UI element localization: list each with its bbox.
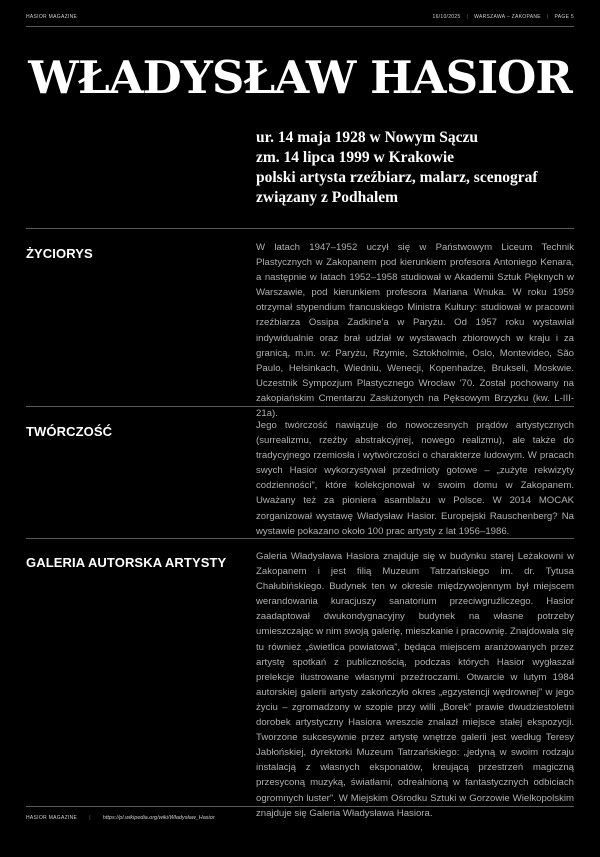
top-bar — [26, 14, 574, 20]
location: WARSZAWA – ZAKOPANE — [474, 14, 541, 20]
subtitle-block — [256, 128, 556, 208]
region-line: związany z Podhalem — [256, 189, 399, 206]
footer-magazine-name: HASIOR MAGAZINE — [26, 815, 78, 821]
footer-rule — [26, 806, 574, 807]
death-line: zm. 14 lipca 1999 w Krakowie — [256, 149, 455, 166]
header-meta — [433, 14, 574, 20]
separator: | — [89, 815, 91, 821]
footer — [26, 815, 574, 821]
section-rule — [26, 228, 574, 229]
section-heading-tworczosc: TWÓRCZOŚĆ — [26, 424, 113, 439]
header-rule — [26, 26, 574, 27]
section-heading-galeria: GALERIA AUTORSKA ARTYSTY — [26, 555, 227, 570]
section-rule — [26, 538, 574, 539]
birth-line: ur. 14 maja 1928 w Nowym Sączu — [256, 129, 479, 146]
page-title: WŁADYSŁAW HASIOR — [28, 51, 572, 104]
section-body-tworczosc: Jego twórczość nawiązuje do nowoczesnych prądów artystycznych (surrealizmu, rzeźby abstrakcyjnej, nowego realizmu), ale także do tradycyjnego rzemiosła i wytwórczości o charakterze ludowym. W pracach swych Hasior wykorzystywał przedmioty gotowe – „zużyte rekwizyty codzienności”, które kolekcjonował w swoim domu w Zakopanem. Uważany też za pioniera asamblażu w Polsce. W 2014 MOCAK zorganizował wystawę Władysław Hasior. Europejski Rauschenberg? Na wystawie pokazano około 100 prac artysty z lat 1956–1986. — [256, 420, 574, 537]
separator: | — [466, 14, 469, 20]
section-body-zyciorys: W latach 1947–1952 uczył się w Państwowym Liceum Technik Plastycznych w Zakopanem pod kierunkiem profesora Antoniego Kenara, a następnie w latach 1952–1958 studiował w Akademii Sztuk Pięknych w Warszawie, pod kierunkiem profesora Mariana Wnuka. W roku 1959 otrzymał stypendium francuskiego Ministra Kultury: studiował w pracowni rzeźbiarza Ossipa Zadkine'a w Paryżu. Od 1957 roku wystawiał indywidualnie oraz brał udział w wystawach zbiorowych w kraju i za granicą, m.in. w: Paryżu, Rzymie, Sztokholmie, Oslo, Montevideo, São Paulo, Helsinkach, Wiedniu, Wenecji, Kopenhadze, Brukseli, Moskwie. Uczestnik Sympozjum Plastycznego Wrocław '70. Został pochowany na zakopiańskim Cmentarzu Zasłużonych na Pęksowym Brzyzku (kw. L-III-21a). — [256, 242, 574, 420]
page-number: PAGE 5 — [554, 14, 574, 20]
profession-line: polski artysta rzeźbiarz, malarz, scenograf — [256, 169, 538, 186]
magazine-name: HASIOR MAGAZINE — [26, 14, 78, 20]
source-link[interactable]: https://pl.wikipedia.org/wiki/Władysław_Hasior — [102, 815, 215, 821]
section-body-galeria: Galeria Władysława Hasiora znajduje się w budynku starej Leżakowni w Zakopanem i jest filią Muzeum Tatrzańskiego im. dr. Tytusa Chałubińskiego. Budynek ten w okresie międzywojennym był miejscem werandowania kuracjuszy sanatorium przeciwgruźliczego. Hasior zaadaptował dwukondygnacyjny budynek na własne potrzeby umieszczając w nim swoją galerię, mieszkanie i pracownię. Znajdowała się tu również „świetlica powiatowa”, będąca miejscem aranżowanych przez artystę spotkań z publicznością, podczas których Hasior wygłaszał prelekcje ilustrowane własnymi przeźroczami. Otwarcie w lutym 1984 autorskiej galerii artysty zakończyło okres „egzystencji wędrownej” w jego życiu – zgromadzony w szopie przy willi „Borek” prawie dwudziestoletni dorobek artystyczny Hasiora wreszcie znalazł miejsce stałej ekspozycji. Tworzone sukcesywnie przez artystę wnętrze galerii jest według Teresy Jabłońskiej, dyrektorki Muzeum Tatrzańskiego: „jedyną w swoim rodzaju instalacją z własnych eksponatów, kreującą przestrzeń magiczną przesyconą muzyką, światłami, odrealnioną w fantastycznych odbiciach ogromnych luster”. W Miejskim Ośrodku Sztuki w Gorzowie Wielkopolskim znajduje się Galeria Władysława Hasiora. — [256, 551, 574, 819]
separator: | — [546, 14, 549, 20]
section-rule — [26, 406, 574, 407]
issue-date: 16/10/2025 — [432, 14, 461, 20]
section-heading-zyciorys: ŻYCIORYS — [26, 246, 93, 261]
